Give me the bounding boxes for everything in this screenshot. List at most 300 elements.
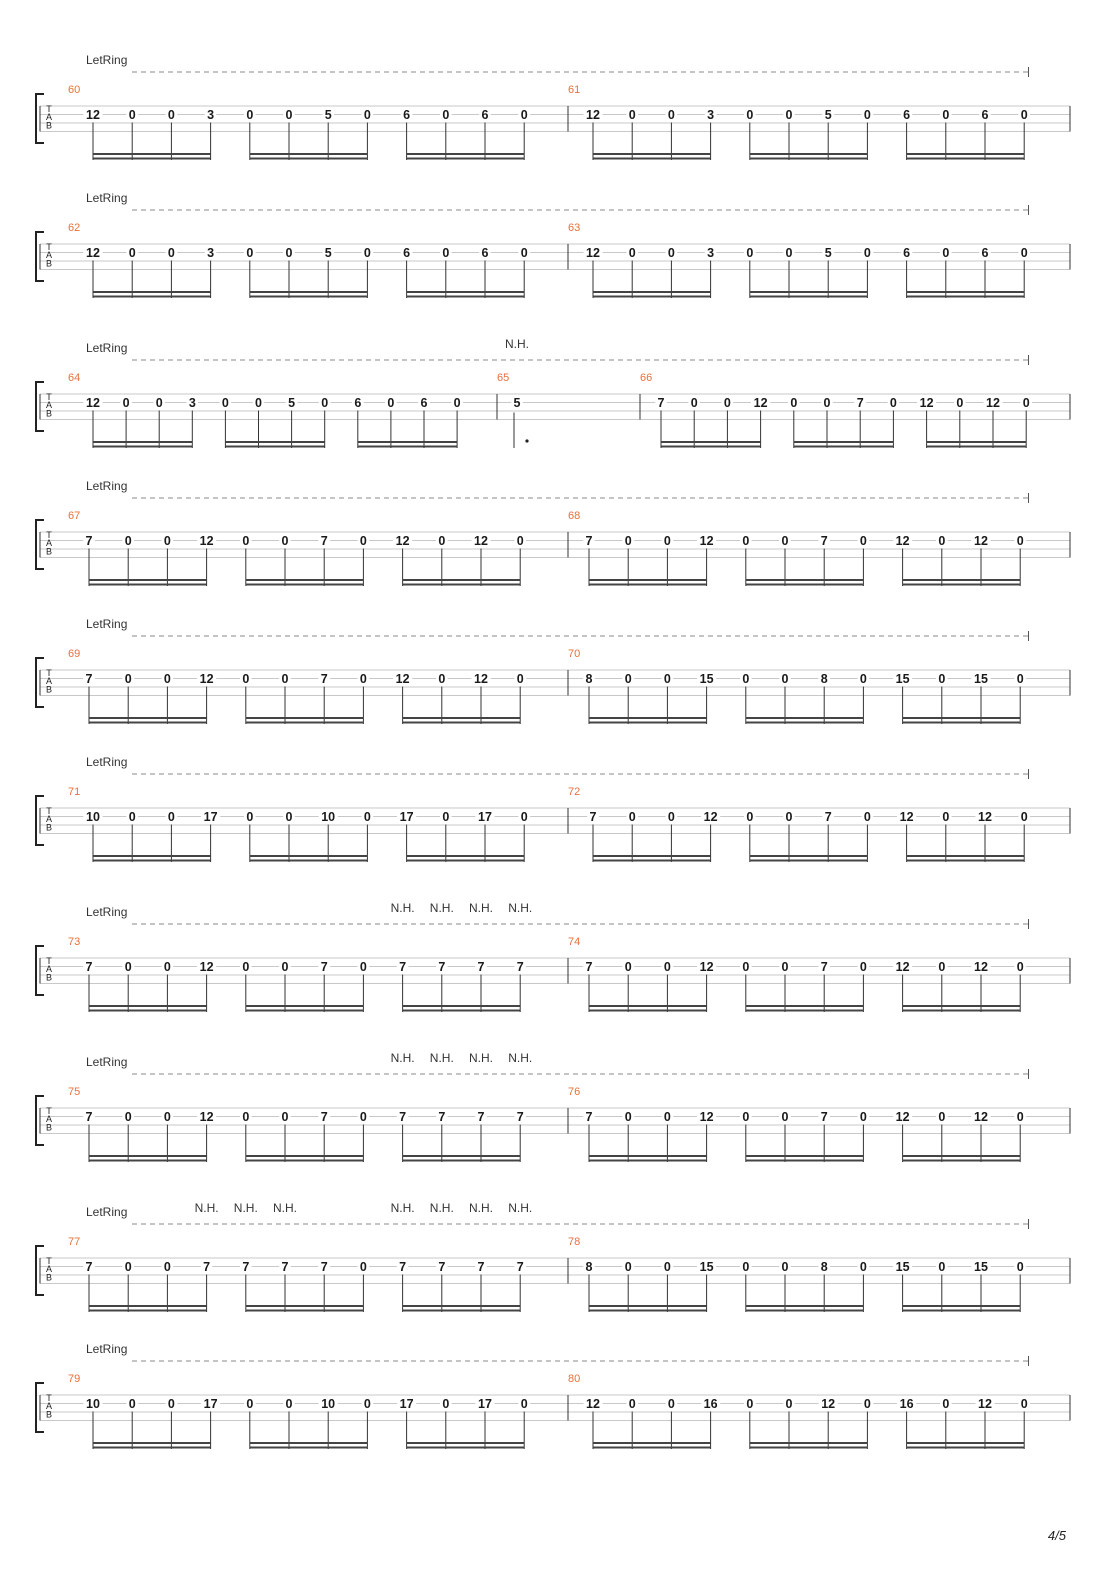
tab-note: 0 [863,810,871,824]
tab-note: 0 [942,810,950,824]
measure [68,786,568,862]
tab-note: 0 [246,810,254,824]
tab-note: 0 [781,1110,789,1124]
measure-number: 67 [68,510,81,522]
measure-number: 68 [568,510,581,522]
tab-note: 7 [589,810,597,824]
tab-note: 0 [663,1260,671,1274]
tab-note: 3 [707,108,715,122]
tab-note: 12 [199,672,214,686]
tab-note: 0 [442,246,450,260]
tab-note: 0 [122,396,130,410]
tab-note: 17 [203,1397,218,1411]
tab-note: 0 [938,1110,946,1124]
measure-number: 80 [568,1373,581,1385]
tab-note: 0 [221,396,229,410]
tab-clef-letter: T [46,530,52,540]
tab-note: 7 [85,534,93,548]
tab-note: 7 [824,810,832,824]
tab-note: 0 [746,810,754,824]
tab-note: 12 [199,1110,214,1124]
tab-note: 6 [481,246,489,260]
tab-note: 15 [699,672,714,686]
measure [68,648,568,724]
tab-note: 0 [746,108,754,122]
natural-harmonic-label: N.H. [273,1201,297,1215]
tab-note: 0 [285,810,293,824]
tab-clef-letter: B [45,408,53,419]
tab-note: 15 [895,1260,910,1274]
measure-number: 63 [568,222,581,234]
tab-note: 7 [820,534,828,548]
tab-note: 0 [938,960,946,974]
tab-note: 0 [628,810,636,824]
tab-note: 12 [699,1110,714,1124]
natural-harmonic-label: N.H. [508,901,533,915]
tab-note: 0 [628,108,636,122]
tab-clef-letter: B [45,684,53,695]
tab-note: 0 [442,108,450,122]
tab-note: 7 [399,1110,407,1124]
tab-note: 0 [124,960,132,974]
tab-note: 12 [395,672,410,686]
tab-note: 0 [359,534,367,548]
tab-note: 0 [281,960,289,974]
tab-note: 0 [167,108,175,122]
measure [640,372,1070,448]
tab-note: 0 [281,1110,289,1124]
tab-clef-letter: T [46,1106,52,1116]
rhythm-dot [525,439,528,442]
tab-note: 8 [820,1260,828,1274]
tab-note: 7 [438,960,446,974]
let-ring-label: LetRing [86,1342,128,1356]
measure-number: 71 [68,786,81,798]
tab-note: 10 [86,810,100,824]
tab-note: 15 [974,672,988,686]
tab-note: 7 [85,1110,93,1124]
tab-note: 7 [477,960,485,974]
let-ring-label: LetRing [86,191,128,205]
measure-number: 75 [68,1086,81,1098]
tab-note: 0 [246,1397,254,1411]
tab-note: 0 [781,672,789,686]
tab-note: 0 [667,246,675,260]
tab-clef-letter: T [46,1393,52,1403]
tab-note: 12 [895,534,910,548]
tab-note: 0 [363,246,371,260]
tab-note: 12 [586,1397,600,1411]
tab-note: 0 [163,672,171,686]
tab-note: 12 [474,672,488,686]
tab-note: 0 [167,1397,175,1411]
tab-system [36,755,1070,862]
tab-note: 7 [320,1260,328,1274]
tab-note: 6 [981,246,989,260]
natural-harmonic-label: N.H. [469,901,493,915]
measure-number: 66 [640,372,653,384]
tab-note: 0 [285,246,293,260]
measure-number: 72 [568,786,581,798]
tab-note: 12 [978,810,992,824]
tab-note: 7 [585,1110,593,1124]
tab-clef-letter: A [45,250,53,261]
tab-note: 5 [324,108,332,122]
measure [568,1086,1070,1162]
tab-note: 0 [859,1110,867,1124]
page-number: 4/5 [1047,1528,1066,1543]
tab-note: 0 [723,396,731,410]
let-ring-label: LetRing [86,1205,128,1219]
tab-note: 7 [320,1110,328,1124]
tab-clef-letter: T [46,956,52,966]
tab-note: 0 [624,960,632,974]
tab-note: 17 [478,810,492,824]
tab-note: 12 [586,108,600,122]
tab-note: 16 [899,1397,914,1411]
tab-note: 0 [1016,1260,1024,1274]
tab-clef-letter: B [45,1409,53,1420]
tab-system [36,191,1070,298]
tab-note: 7 [242,1260,250,1274]
tab-note: 5 [288,396,296,410]
tab-clef-letter: B [45,822,53,833]
tab-note: 0 [281,672,289,686]
tab-note: 10 [321,810,336,824]
tab-note: 0 [363,1397,371,1411]
tab-note: 7 [856,396,864,410]
measure-number: 78 [568,1236,581,1248]
tab-note: 12 [699,534,714,548]
tab-clef-letter: A [45,1401,53,1412]
tab-clef-letter: A [45,400,53,411]
tab-note: 0 [863,246,871,260]
tab-note: 0 [859,534,867,548]
tab-clef-letter: T [46,668,52,678]
tab-note: 0 [285,108,293,122]
tab-note: 3 [207,246,215,260]
tab-note: 8 [585,672,593,686]
measure-number: 74 [568,936,581,948]
tab-note: 12 [586,246,600,260]
measure-number: 70 [568,648,581,660]
tab-note: 12 [699,960,714,974]
tab-note: 0 [624,1110,632,1124]
tab-note: 0 [1020,246,1028,260]
measure [568,786,1070,862]
tab-note: 8 [820,672,828,686]
tab-note: 7 [85,672,93,686]
tab-note: 0 [285,1397,293,1411]
tab-note: 0 [742,1260,750,1274]
tab-clef-letter: B [45,258,53,269]
measure [568,222,1070,298]
tab-note: 0 [242,1110,250,1124]
tab-note: 17 [478,1397,492,1411]
tab-note: 7 [320,534,328,548]
tab-note: 0 [663,534,671,548]
tab-note: 12 [199,534,214,548]
tab-note: 0 [859,960,867,974]
tab-note: 0 [742,1110,750,1124]
tab-note: 0 [163,1110,171,1124]
tab-note: 0 [889,396,897,410]
tab-clef-letter: B [45,546,53,557]
tab-note: 0 [1016,672,1024,686]
measure-number: 61 [568,84,581,96]
tab-system [36,617,1070,724]
tab-note: 0 [242,960,250,974]
tab-note: 0 [628,246,636,260]
tab-note: 6 [981,108,989,122]
tab-clef-letter: T [46,392,52,402]
tab-note: 7 [820,1110,828,1124]
measure [568,648,1070,724]
tab-note: 0 [1016,534,1024,548]
tab-note: 0 [663,672,671,686]
tab-note: 12 [978,1397,992,1411]
tab-note: 0 [163,534,171,548]
tab-note: 0 [823,396,831,410]
tab-note: 0 [785,108,793,122]
natural-harmonic-label: N.H. [194,1201,219,1215]
tab-note: 0 [321,396,329,410]
tab-note: 12 [86,108,100,122]
tab-note: 0 [938,672,946,686]
tab-note: 0 [359,1110,367,1124]
tab-note: 6 [420,396,428,410]
natural-harmonic-label: N.H. [390,1051,415,1065]
tab-note: 7 [585,960,593,974]
tab-clef-letter: T [46,1256,52,1266]
tab-note: 0 [859,1260,867,1274]
tab-note: 0 [442,810,450,824]
tab-note: 0 [1016,1110,1024,1124]
tab-note: 0 [938,534,946,548]
tab-note: 7 [585,534,593,548]
tab-note: 12 [86,396,100,410]
measure-number: 64 [68,372,81,384]
tab-note: 0 [520,810,528,824]
tab-note: 0 [281,534,289,548]
tab-note: 0 [781,534,789,548]
let-ring-label: LetRing [86,53,128,67]
tab-note: 0 [163,960,171,974]
tab-note: 12 [895,1110,910,1124]
let-ring-label: LetRing [86,905,128,919]
tab-note: 12 [395,534,410,548]
tab-note: 0 [453,396,461,410]
tab-clef-letter: T [46,242,52,252]
tab-system [36,53,1070,160]
tab-note: 17 [399,1397,414,1411]
tab-note: 0 [438,672,446,686]
tab-note: 10 [86,1397,100,1411]
let-ring-label: LetRing [86,479,128,493]
tab-note: 0 [520,246,528,260]
tab-note: 17 [203,810,218,824]
tab-note: 0 [785,246,793,260]
tab-note: 0 [520,1397,528,1411]
measure-number: 62 [68,222,81,234]
tab-note: 0 [859,672,867,686]
tab-note: 7 [477,1260,485,1274]
natural-harmonic-label: N.H. [429,1051,454,1065]
tab-clef-letter: A [45,538,53,549]
tab-note: 6 [903,246,911,260]
tab-system [36,479,1070,586]
tab-note: 3 [207,108,215,122]
measure [568,510,1070,586]
tab-note: 5 [824,108,832,122]
tab-note: 0 [1020,1397,1028,1411]
natural-harmonic-label: N.H. [390,1201,415,1215]
tab-note: 0 [746,246,754,260]
tab-clef-letter: A [45,964,53,975]
natural-harmonic-label: N.H. [469,1201,493,1215]
tab-clef-letter: A [45,814,53,825]
tab-note: 8 [585,1260,593,1274]
tab-note: 0 [124,672,132,686]
tab-note: 7 [657,396,665,410]
natural-harmonic-label: N.H. [508,1051,533,1065]
tab-clef-letter: T [46,104,52,114]
measure-number: 79 [68,1373,81,1385]
tab-note: 7 [516,1260,524,1274]
tab-note: 12 [821,1397,836,1411]
tab-note: 12 [974,960,988,974]
measure-number: 73 [68,936,81,948]
tab-note: 0 [124,1110,132,1124]
tab-note: 0 [628,1397,636,1411]
tab-note: 12 [974,1110,988,1124]
tab-note: 0 [624,672,632,686]
tab-note: 0 [742,672,750,686]
tab-note: 6 [354,396,362,410]
tab-note: 0 [863,108,871,122]
measure [497,337,640,448]
measure [568,1373,1070,1449]
tab-note: 0 [438,534,446,548]
tab-note: 0 [785,810,793,824]
measure-number: 77 [68,1236,81,1248]
tab-note: 3 [188,396,196,410]
measure [68,901,568,1012]
tab-clef-letter: B [45,972,53,983]
tab-clef-letter: T [46,806,52,816]
natural-harmonic-label: N.H. [233,1201,258,1215]
tab-note: 0 [128,108,136,122]
tab-note: 0 [255,396,262,410]
tab-clef-letter: B [45,1122,53,1133]
tab-note: 0 [363,108,371,122]
measure-number: 60 [68,84,81,96]
tab-note: 12 [199,960,214,974]
tab-note: 7 [85,1260,93,1274]
tab-note: 5 [824,246,832,260]
tab-note: 0 [442,1397,450,1411]
measure [68,222,568,298]
tab-clef-letter: A [45,1114,53,1125]
tab-note: 0 [863,1397,871,1411]
tab-note: 5 [324,246,332,260]
tab-note: 0 [942,246,950,260]
tab-note: 0 [128,1397,136,1411]
tab-note: 0 [242,672,250,686]
tab-note: 7 [320,960,328,974]
tab-note: 17 [399,810,414,824]
tab-note: 0 [690,396,698,410]
tab-note: 0 [781,1260,789,1274]
natural-harmonic-label: N.H. [429,1201,454,1215]
tab-note: 0 [942,108,950,122]
tab-system [36,1051,1070,1162]
tab-note: 6 [903,108,911,122]
tab-note: 0 [742,960,750,974]
measure-number: 69 [68,648,81,660]
tab-clef-letter: B [45,120,53,131]
let-ring-label: LetRing [86,1055,128,1069]
tab-note: 12 [753,396,768,410]
measure [68,1373,568,1449]
tab-note: 7 [320,672,328,686]
tab-note: 0 [167,810,175,824]
measure [568,1236,1070,1312]
tab-note: 7 [820,960,828,974]
tab-note: 12 [703,810,718,824]
tab-note: 0 [128,810,136,824]
tab-note: 0 [246,108,254,122]
tab-note: 0 [124,1260,132,1274]
tab-note: 0 [128,246,136,260]
tab-note: 12 [986,396,1000,410]
tab-note: 0 [359,672,367,686]
tab-system [36,901,1070,1012]
tab-note: 7 [281,1260,289,1274]
tab-note: 6 [403,246,411,260]
tab-note: 5 [513,396,521,410]
measure [68,1201,568,1312]
tab-note: 0 [746,1397,754,1411]
tab-note: 0 [520,108,528,122]
tab-note: 0 [1022,396,1030,410]
tab-note: 12 [474,534,488,548]
tab-note: 7 [516,960,524,974]
tab-system [36,1342,1070,1449]
measure [68,510,568,586]
tab-note: 0 [624,534,632,548]
tab-note: 0 [667,810,675,824]
measure [568,936,1070,1012]
tab-note: 0 [624,1260,632,1274]
tab-note: 12 [899,810,914,824]
natural-harmonic-label: N.H. [429,901,454,915]
tab-note: 12 [895,960,910,974]
tab-note: 0 [942,1397,950,1411]
measure-number: 76 [568,1086,581,1098]
natural-harmonic-label: N.H. [469,1051,493,1065]
tab-note: 6 [481,108,489,122]
tab-system [36,337,1070,448]
tab-note: 0 [246,246,254,260]
tab-note: 0 [363,810,371,824]
tab-note: 0 [742,534,750,548]
tab-note: 7 [516,1110,524,1124]
tab-note: 7 [438,1110,446,1124]
tab-note: 12 [974,534,988,548]
natural-harmonic-label: N.H. [390,901,415,915]
tab-note: 12 [86,246,100,260]
